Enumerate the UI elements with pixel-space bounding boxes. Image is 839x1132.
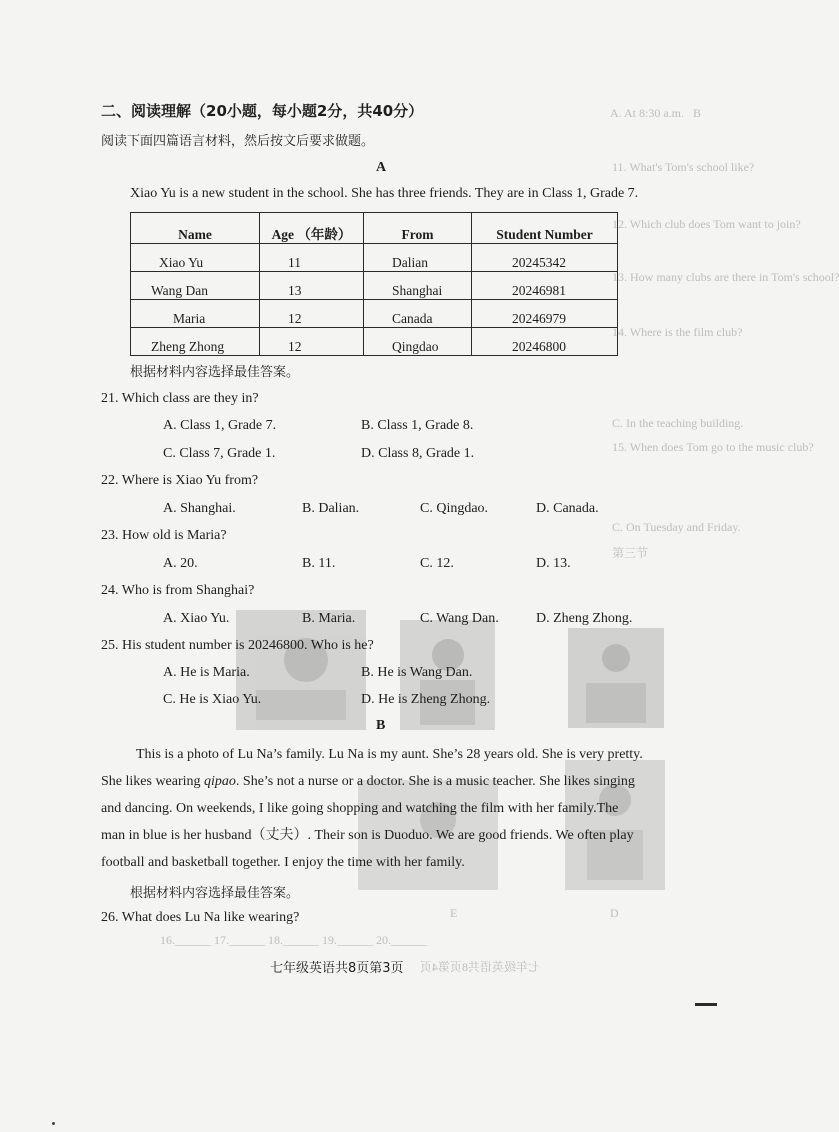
option-25-c[interactable]: C. He is Xiao Yu.: [163, 692, 262, 707]
option-22-b[interactable]: B. Dalian.: [302, 501, 360, 516]
option-21-d[interactable]: D. Class 8, Grade 1.: [361, 446, 475, 461]
bleed-through-photo: [236, 610, 366, 730]
bleed-through-text: 14. Where is the film club?: [612, 325, 743, 339]
option-23-c[interactable]: C. 12.: [420, 556, 454, 571]
table-cell: 20246800: [472, 328, 618, 356]
passage-a-intro: Xiao Yu is a new student in the school. She has three friends. They are in Class 1, Grade 7.: [130, 186, 639, 201]
table-cell: 20246979: [472, 300, 618, 328]
passage-a-label: A: [376, 160, 387, 175]
table-header-row: [131, 213, 618, 244]
table-row: [131, 328, 618, 356]
passage-b-line: and dancing. On weekends, I like going shopping and watching the film with her family.The: [101, 801, 619, 816]
table-cell: Xiao Yu: [131, 244, 260, 272]
bleed-through-text: 第三节: [612, 546, 649, 560]
table-cell: Zheng Zhong: [131, 328, 260, 356]
question-23: 23. How old is Maria?: [101, 528, 227, 543]
table-row: [131, 300, 618, 328]
student-info-table: [130, 212, 618, 356]
bleed-through-text: 12. Which club does Tom want to join?: [612, 217, 801, 231]
bleed-through-text: 16.______ 17.______ 18.______ 19.______ 20.______: [160, 933, 427, 947]
option-23-d[interactable]: D. 13.: [536, 556, 571, 571]
bleed-through-text: C. In the teaching building.: [612, 416, 744, 430]
table-cell: Shanghai: [364, 272, 472, 300]
bleed-through-photo: [568, 628, 664, 728]
passage-b-line: man in blue is her husband（丈夫）. Their son is Duoduo. We are good friends. We often play: [101, 828, 634, 843]
passage-b-text: She likes wearing: [101, 774, 205, 789]
option-22-a[interactable]: A. Shanghai.: [163, 501, 236, 516]
bleed-through-text: C. On Tuesday and Friday.: [612, 520, 741, 534]
passage-b-line: [101, 769, 635, 796]
bleed-through-text: E: [450, 906, 458, 920]
passage-a-prompt: 根据材料内容选择最佳答案。: [130, 365, 300, 380]
table-header-cell: Student Number: [472, 213, 618, 244]
option-23-b[interactable]: B. 11.: [302, 556, 336, 571]
table-cell: 12: [260, 328, 364, 356]
table-row: [131, 272, 618, 300]
option-21-b[interactable]: B. Class 1, Grade 8.: [361, 418, 474, 433]
table-row: [131, 244, 618, 272]
page-footer: 七年级英语共8页第3页: [270, 961, 404, 976]
table-cell: Dalian: [364, 244, 472, 272]
bleed-through-text: 15. When does Tom go to the music club?: [612, 440, 814, 454]
option-22-d[interactable]: D. Canada.: [536, 501, 599, 516]
table-cell: 13: [260, 272, 364, 300]
table-cell: Wang Dan: [131, 272, 260, 300]
table-cell: 12: [260, 300, 364, 328]
table-header-cell: Age （年龄）: [260, 213, 364, 244]
table-header-cell: From: [364, 213, 472, 244]
passage-b-text: . She’s not a nurse or a doctor. She is a music teacher. She likes singing: [235, 774, 635, 789]
table-cell: Canada: [364, 300, 472, 328]
passage-b-label: B: [376, 718, 386, 733]
option-25-d[interactable]: D. He is Zheng Zhong.: [361, 692, 491, 707]
section-instruction: 阅读下面四篇语言材料，然后按文后要求做题。: [101, 134, 375, 149]
table-header-cell: Name: [131, 213, 260, 244]
option-24-b[interactable]: B. Maria.: [302, 611, 356, 626]
table-cell: 20246981: [472, 272, 618, 300]
bleed-through-text: D: [610, 906, 619, 920]
bleed-through-footer: 七年级英语共8页第4页: [420, 960, 541, 974]
option-23-a[interactable]: A. 20.: [163, 556, 198, 571]
option-25-a[interactable]: A. He is Maria.: [163, 665, 250, 680]
question-22: 22. Where is Xiao Yu from?: [101, 473, 259, 488]
table-cell: 11: [260, 244, 364, 272]
scan-dot: [52, 1122, 55, 1125]
table-cell: Qingdao: [364, 328, 472, 356]
bleed-through-text: 11. What's Tom's school like?: [612, 160, 755, 174]
question-21: 21. Which class are they in?: [101, 391, 259, 406]
passage-b-prompt: 根据材料内容选择最佳答案。: [130, 886, 300, 901]
option-24-a[interactable]: A. Xiao Yu.: [163, 611, 230, 626]
option-21-c[interactable]: C. Class 7, Grade 1.: [163, 446, 276, 461]
question-26: 26. What does Lu Na like wearing?: [101, 910, 300, 925]
section-title: 二、阅读理解（20小题，每小题2分，共40分）: [101, 102, 424, 120]
qipao-word: qipao: [204, 774, 236, 789]
question-24: 24. Who is from Shanghai?: [101, 583, 255, 598]
bleed-through-text: 13. How many clubs are there in Tom's school?: [612, 270, 839, 284]
table-cell: 20245342: [472, 244, 618, 272]
option-24-d[interactable]: D. Zheng Zhong.: [536, 611, 633, 626]
option-24-c[interactable]: C. Wang Dan.: [420, 611, 499, 626]
option-25-b[interactable]: B. He is Wang Dan.: [361, 665, 473, 680]
passage-b-line: football and basketball together. I enjoy the time with her family.: [101, 855, 465, 870]
option-21-a[interactable]: A. Class 1, Grade 7.: [163, 418, 277, 433]
passage-b-line: This is a photo of Lu Na’s family. Lu Na is my aunt. She’s 28 years old. She is very pretty.: [136, 747, 643, 762]
bleed-through-text: A. At 8:30 a.m. B: [610, 106, 702, 120]
table-cell: Maria: [131, 300, 260, 328]
question-25: 25. His student number is 20246800. Who is he?: [101, 638, 374, 653]
scan-mark: [695, 1003, 717, 1006]
option-22-c[interactable]: C. Qingdao.: [420, 501, 489, 516]
